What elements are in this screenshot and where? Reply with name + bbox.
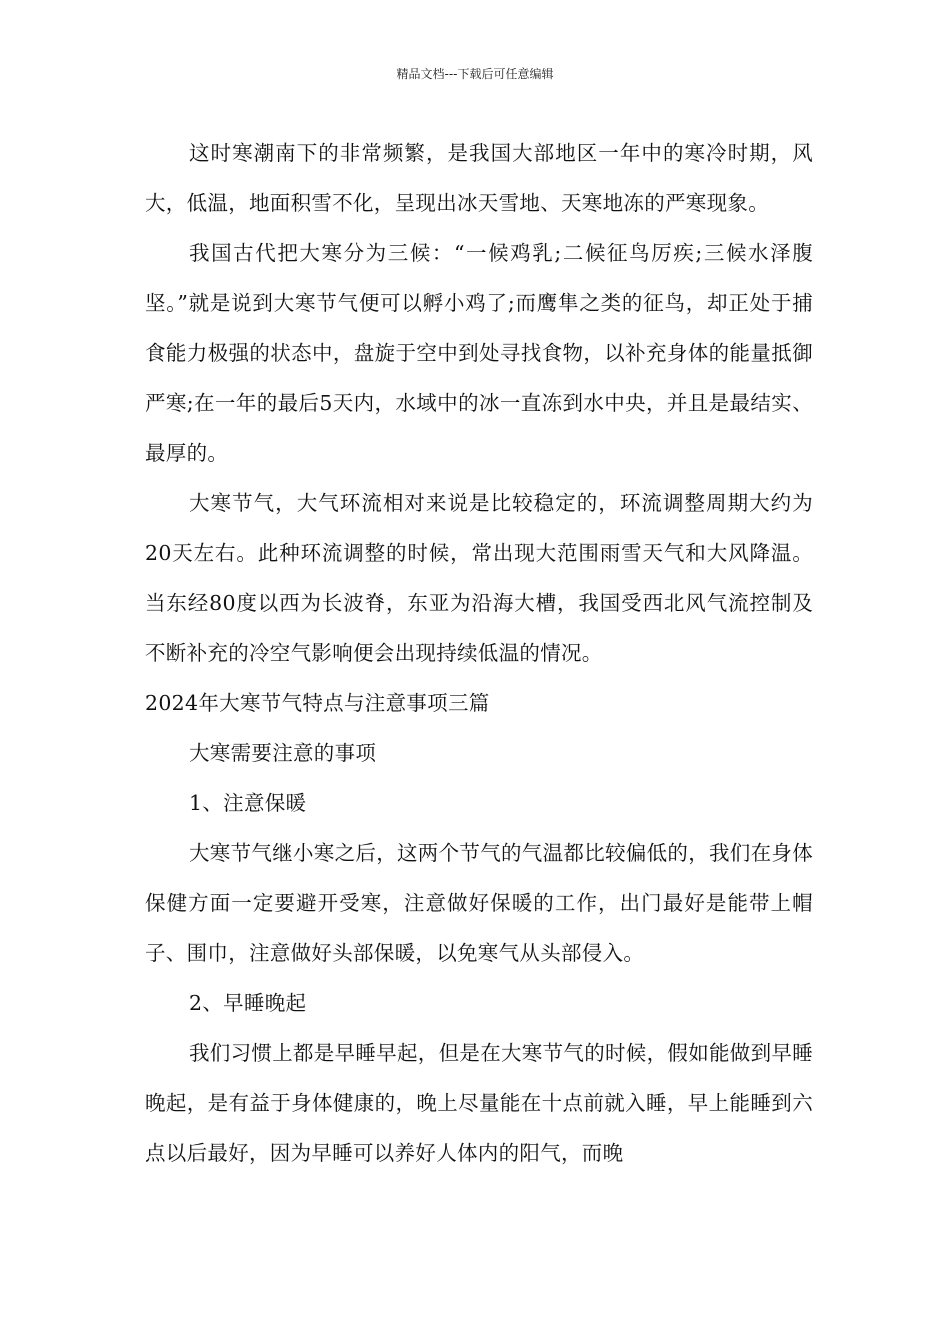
page-header: 精品文档---下载后可任意编辑: [396, 67, 554, 81]
paragraph-cold-wave: 这时寒潮南下的非常频繁，是我国大部地区一年中的寒冷时期，风大，低温，地面积雪不化，呈现出冰天雪地、天寒地冻的严寒现象。: [145, 141, 813, 215]
paragraph-three-phases: 我国古代把大寒分为三候：“一候鸡乳;二候征鸟厉疾;三候水泽腹坚。”就是说到大寒节气便可以孵小鸡了;而鹰隼之类的征鸟，却正处于捕食能力极强的状态中，盘旋于空中到处寻找食物，以补充身体的能量抵御严寒;在一年的最后5天内，水域中的冰一直冻到水中央，并且是最结实、最厚的。: [145, 241, 813, 465]
paragraph-warmth: 大寒节气继小寒之后，这两个节气的气温都比较偏低的，我们在身体保健方面一定要避开受寒，注意做好保暖的工作，出门最好是能带上帽子、围巾，注意做好头部保暖，以免寒气从头部侵入。: [145, 841, 813, 965]
item-heading-warmth: 1、注意保暖: [189, 791, 307, 815]
paragraph-circulation: 大寒节气，大气环流相对来说是比较稳定的，环流调整周期大约为20天左右。此种环流调整的时候，常出现大范围雨雪天气和大风降温。当东经80度以西为长波脊，东亚为沿海大槽，我国受西北风气流控制及不断补充的冷空气影响便会出现持续低温的情况。: [145, 491, 813, 665]
subheading-precautions: 大寒需要注意的事项: [189, 741, 377, 765]
document-body: [145, 128, 813, 1178]
section-title: 2024年大寒节气特点与注意事项三篇: [145, 691, 490, 715]
paragraph-sleep: 我们习惯上都是早睡早起，但是在大寒节气的时候，假如能做到早睡晚起，是有益于身体健康的，晚上尽量能在十点前就入睡，早上能睡到六点以后最好，因为早睡可以养好人体内的阳气，而晚: [145, 1041, 813, 1165]
item-heading-sleep: 2、早睡晚起: [189, 991, 307, 1015]
